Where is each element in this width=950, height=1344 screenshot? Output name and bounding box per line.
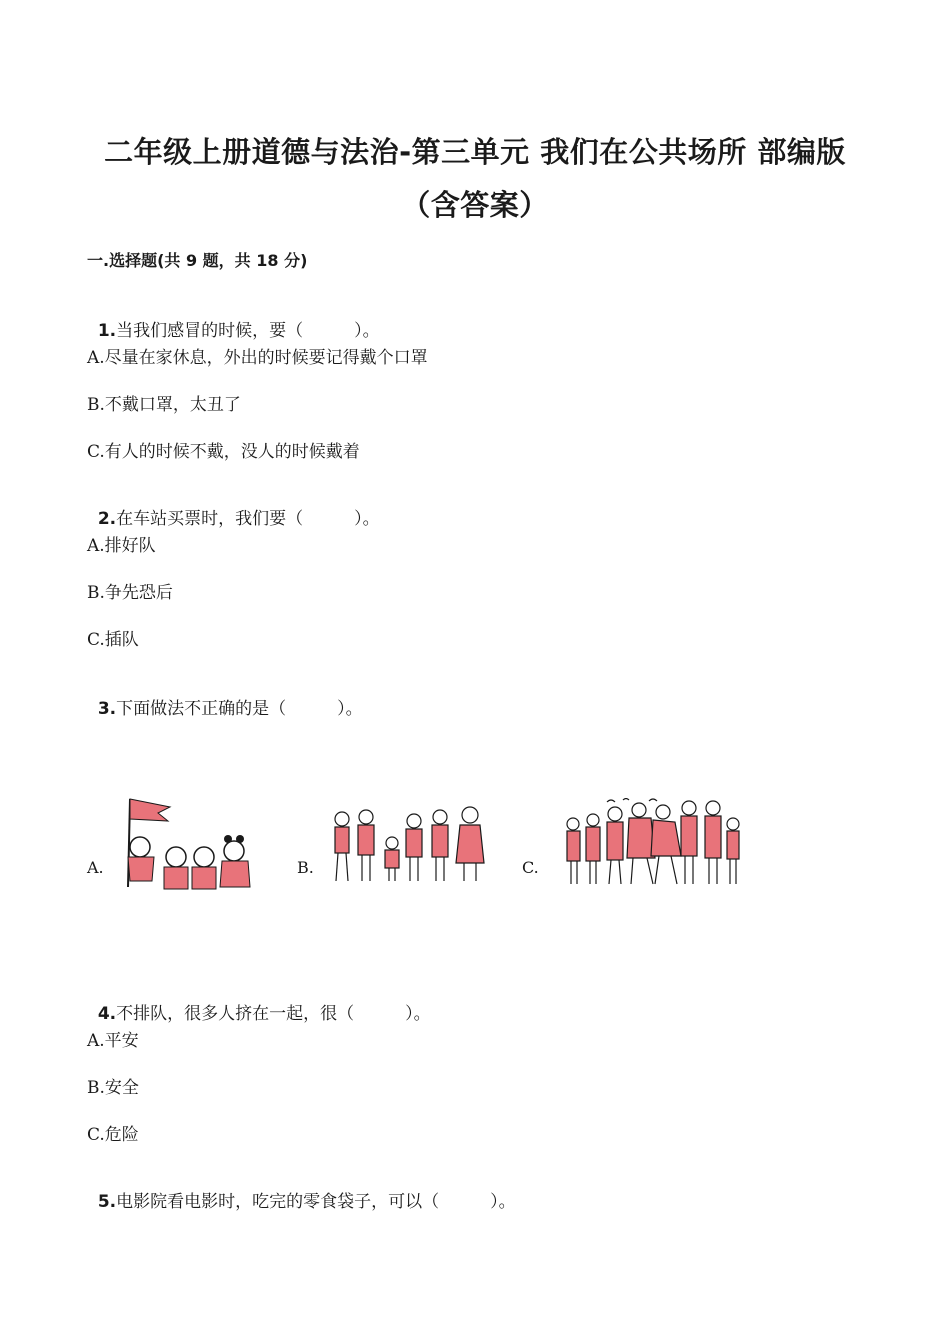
question-5	[87, 1167, 516, 1212]
option-4a: A.平安	[87, 1031, 139, 1051]
image-option-b-label: B.	[297, 858, 314, 877]
option-2a: A.排好队	[87, 536, 156, 556]
question-number: 1.	[97, 321, 117, 341]
question-number: 2.	[97, 509, 117, 529]
image-option-c-label: C.	[522, 858, 539, 877]
question-1	[87, 296, 380, 341]
option-1b: B.不戴口罩，太丑了	[87, 395, 241, 415]
option-1a: A.尽量在家休息，外出的时候要记得戴个口罩	[87, 348, 428, 368]
illustration-orderly-queue	[328, 803, 490, 885]
question-3	[87, 674, 363, 719]
question-number: 3.	[97, 699, 117, 719]
question-4	[87, 979, 431, 1024]
option-2b: B.争先恐后	[87, 583, 173, 603]
question-text: 不排队，很多人挤在一起，很（ ）。	[116, 1004, 431, 1024]
question-number: 4.	[97, 1004, 117, 1024]
section-heading: 一.选择题(共 9 题，共 18 分)	[87, 251, 308, 270]
question-2	[87, 484, 380, 529]
illustration-crowd-pushing	[563, 798, 743, 888]
question-text: 下面做法不正确的是（ ）。	[116, 699, 363, 719]
question-text: 当我们感冒的时候，要（ ）。	[116, 321, 380, 341]
illustration-children-marching	[108, 795, 260, 895]
question-text: 电影院看电影时，吃完的零食袋子，可以（ ）。	[116, 1192, 516, 1212]
option-1c: C.有人的时候不戴，没人的时候戴着	[87, 442, 360, 462]
document-subtitle: （含答案）	[401, 188, 549, 222]
question-number: 5.	[97, 1192, 117, 1212]
question-text: 在车站买票时，我们要（ ）。	[116, 509, 380, 529]
image-option-a-label: A.	[87, 858, 104, 877]
document-title: 二年级上册道德与法治-第三单元 我们在公共场所 部编版	[104, 135, 846, 169]
option-2c: C.插队	[87, 630, 139, 650]
option-4c: C.危险	[87, 1125, 139, 1145]
option-4b: B.安全	[87, 1078, 139, 1098]
